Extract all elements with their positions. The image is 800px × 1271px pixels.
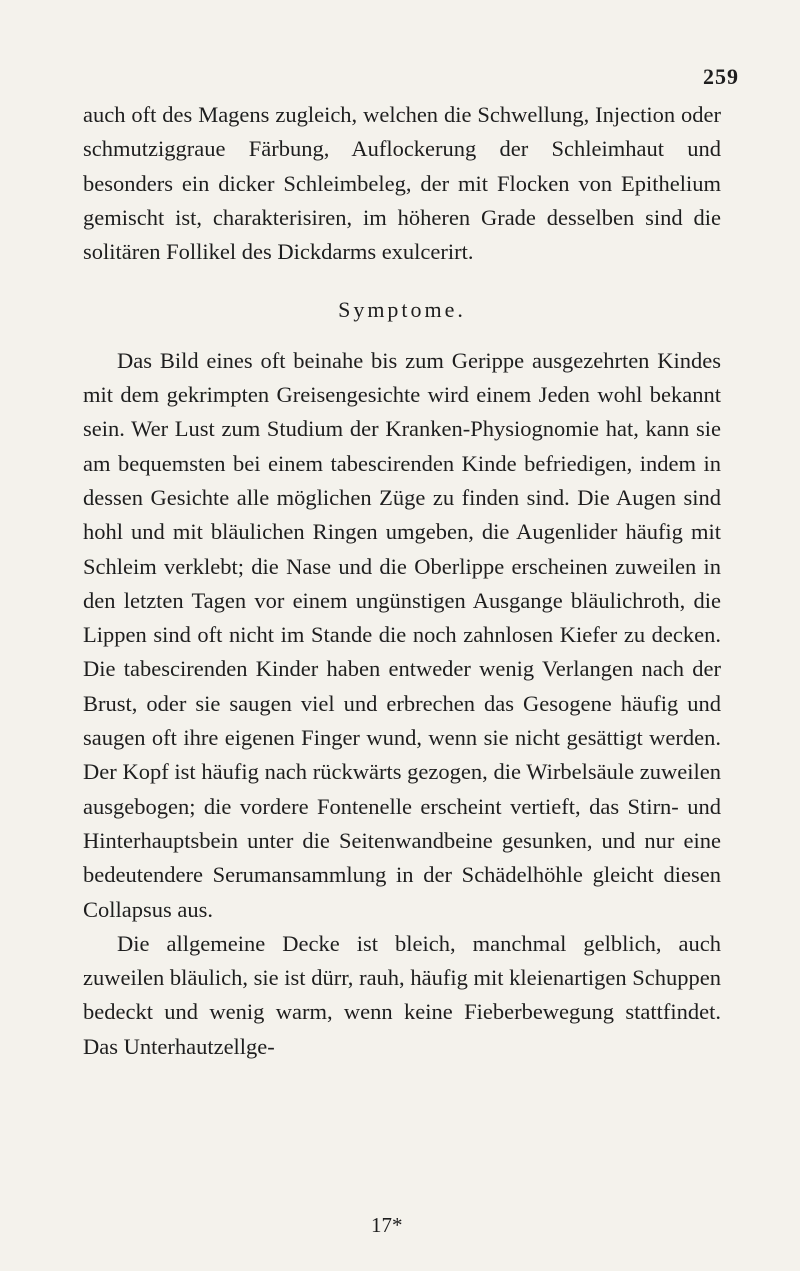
section-heading: Symptome. [338, 297, 466, 323]
page-number: 259 [703, 64, 739, 89]
page-body [83, 98, 721, 1064]
paragraph-symptoms: Das Bild eines oft beinahe bis zum Gerippe ausgezehrten Kindes mit dem gekrimpten Greisengesichte wird einem Jeden wohl bekannt sein. Wer Lust zum Studium der Kranken-Physiognomie hat, kann sie am bequemsten bei einem tabescirenden Kinde befriedigen, indem in dessen Gesichte alle möglichen Züge zu finden sind. Die Augen sind hohl und mit bläulichen Ringen umgeben, die Augenlider häufig mit Schleim verklebt; die Nase und die Oberlippe erscheinen zuweilen in den letzten Tagen vor einem ungünstigen Ausgange bläulichroth, die Lippen sind oft nicht im Stande die noch zahnlosen Kiefer zu decken. Die tabescirenden Kinder haben entweder wenig Verlangen nach der Brust, oder sie saugen viel und erbrechen das Gesogene häufig und saugen oft ihre eigenen Finger wund, wenn sie nicht gesättigt werden. Der Kopf ist häufig nach rückwärts gezogen, die Wirbelsäule zuweilen ausgebogen; die vordere Fontenelle erscheint vertieft, das Stirn- und Hinterhauptsbein unter die Seitenwandbeine gesunken, und nur eine bedeutendere Serumansammlung in der Schädelhöhle gleicht diesen Collapsus aus. [83, 347, 721, 922]
signature-mark: 17* [371, 1213, 403, 1237]
paragraph-skin: Die allgemeine Decke ist bleich, manchmal gelblich, auch zuweilen bläulich, sie ist dürr, rauh, häufig mit kleienartigen Schuppen bedeckt und wenig warm, wenn keine Fieberbewegung stattfindet. Das Unterhautzellge- [83, 930, 721, 1059]
paragraph-continuation: auch oft des Magens zugleich, welchen die Schwellung, Injection oder schmutziggraue Färbung, Auflockerung der Schleimhaut und besonders ein dicker Schleimbeleg, der mit Flocken von Epithelium gemischt ist, charakterisiren, im höheren Grade desselben sind die solitären Follikel des Dickdarms exulcerirt. [83, 102, 721, 265]
